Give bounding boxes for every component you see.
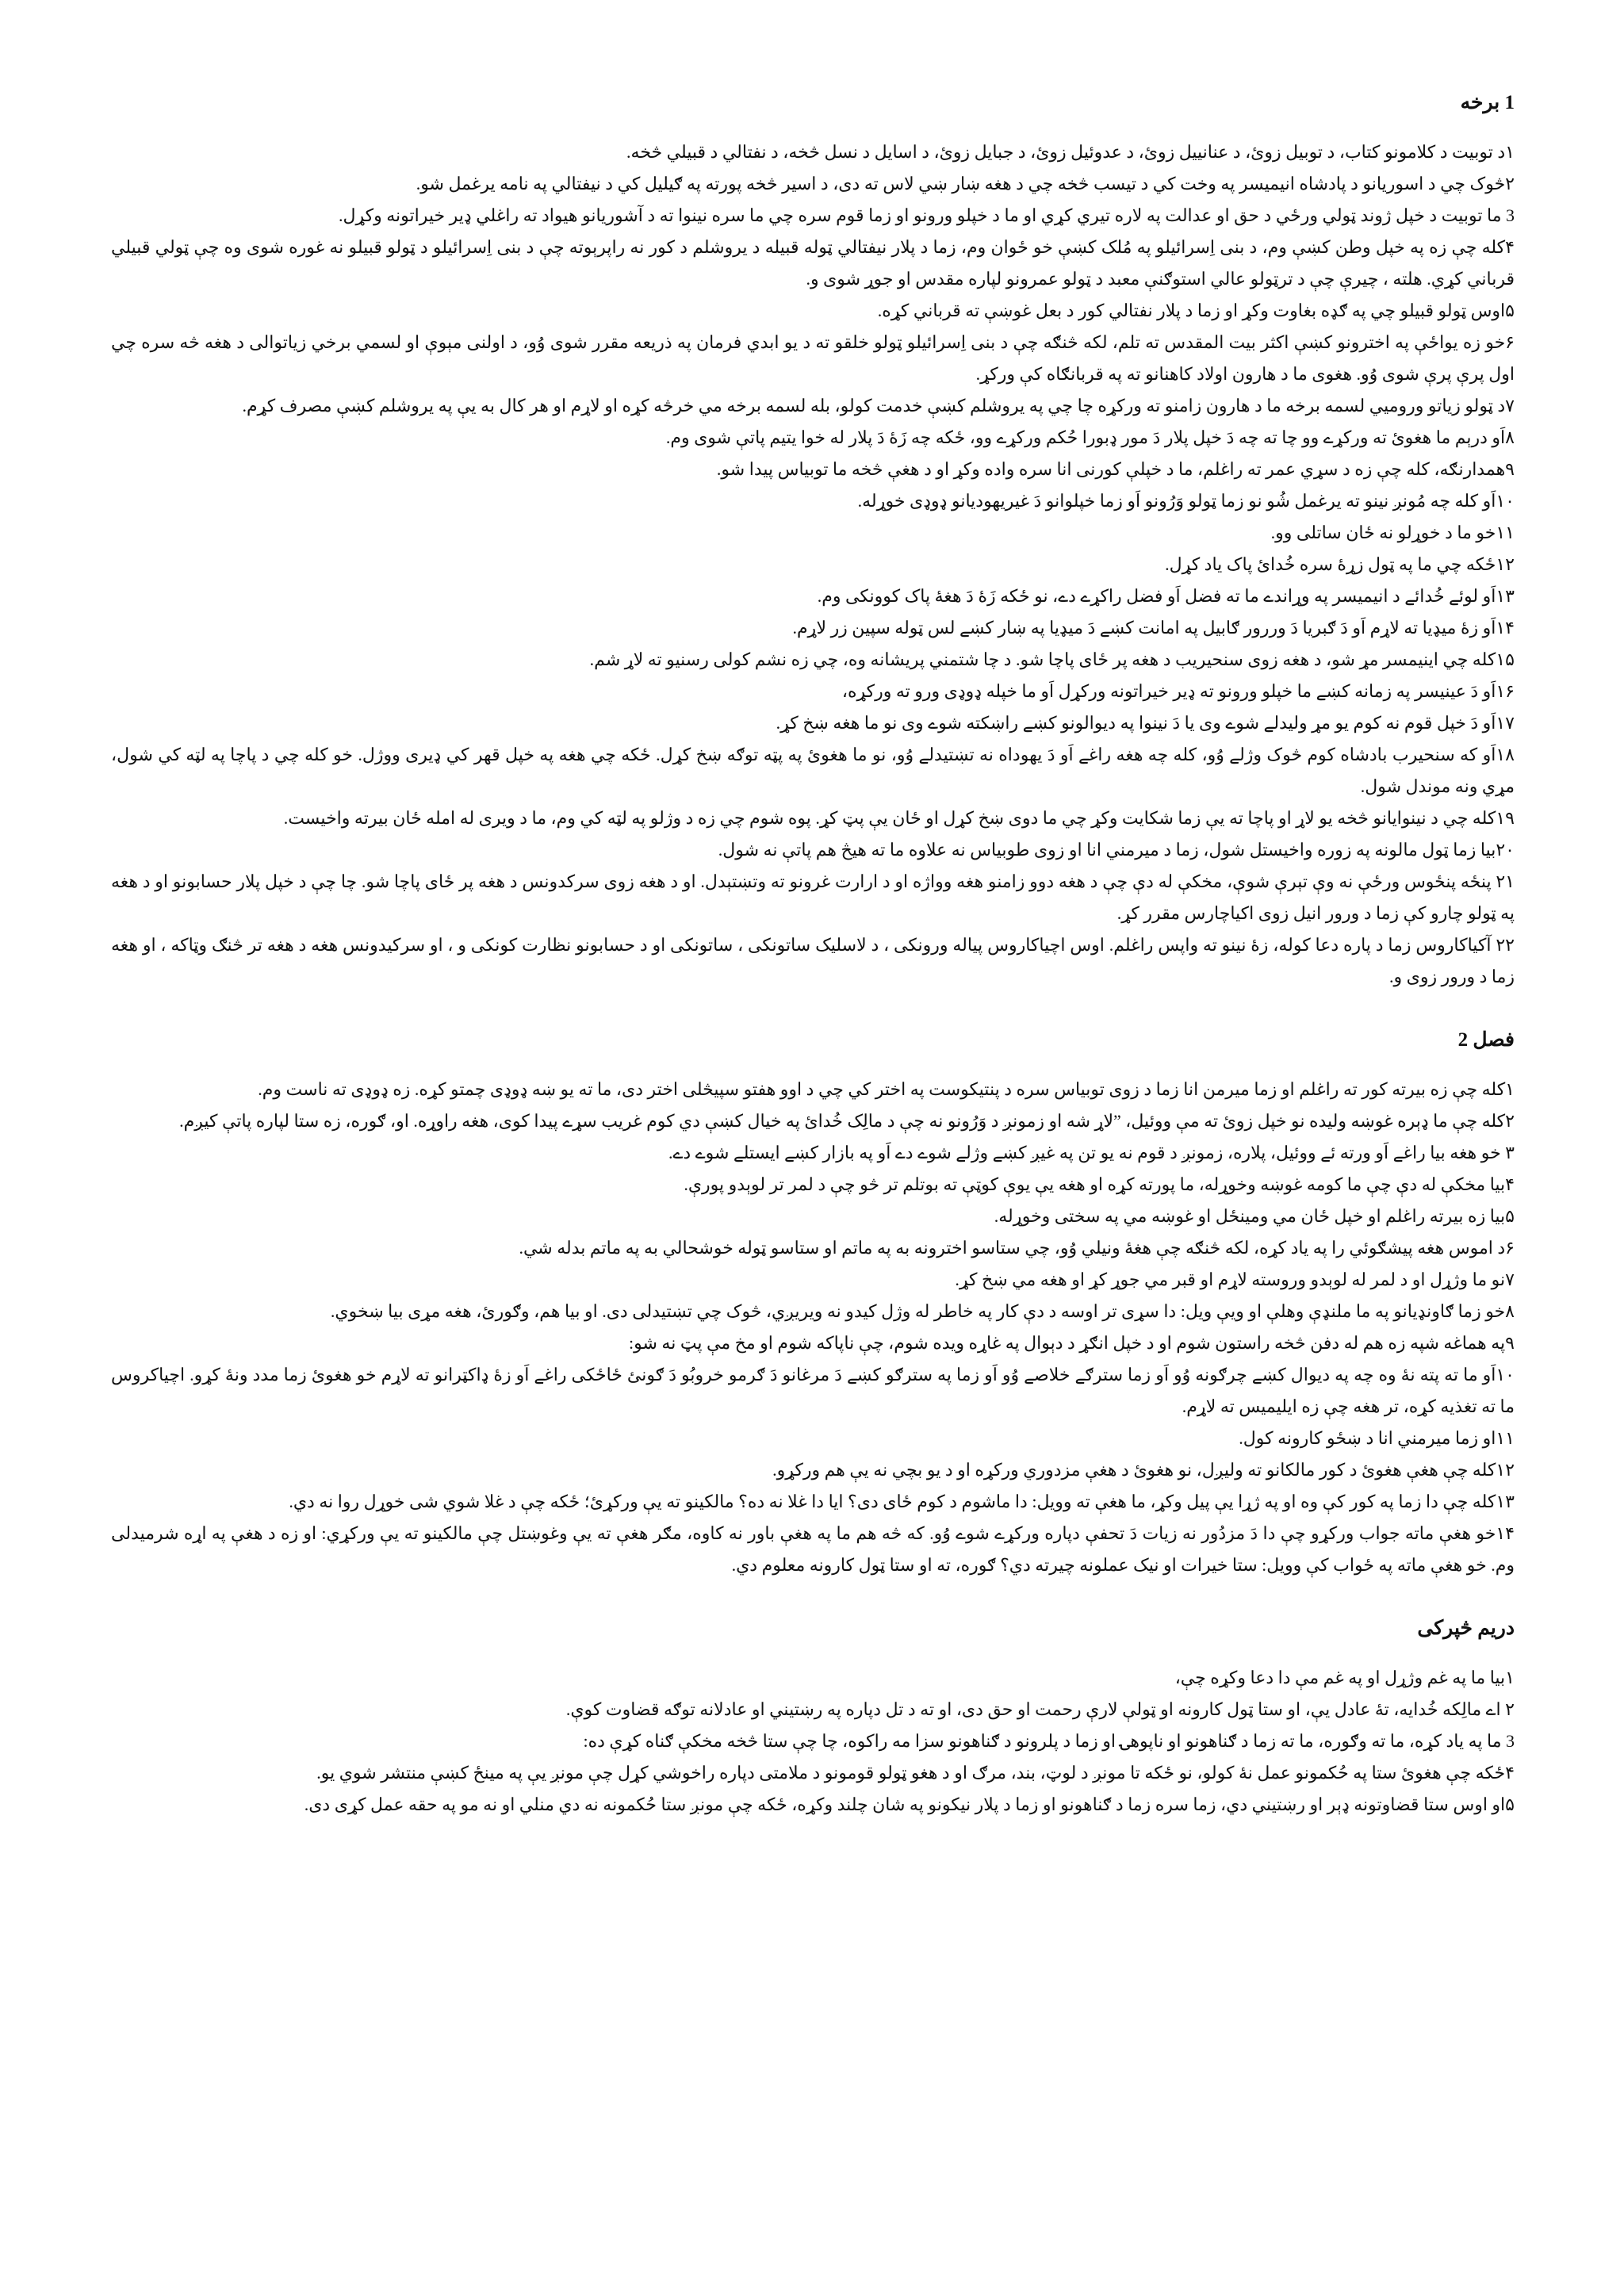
verse-1-3: 3 ما توبیت د خپل ژوند ټولي ورځي د حق او عدالت په لاره تیري کړي او ما د خپلو ورونو او زما قوم سره چي ما سره نینوا ته د آشوریانو هیواد ته راغلي ډیر خیراتونه وکړل. — [339, 205, 1515, 225]
verse-3-1: ۱بیا ما په غم وژړل او په غم مې دا دعا وکړه چې، — [1174, 1668, 1515, 1687]
verse-1-5: ۵اوس ټولو قبیلو چي په ګډه بغاوت وکړ او زما د پلار نفتالي کور د بعل غوښې ته قرباني کړه. — [877, 301, 1515, 320]
verse-1-2: ۲څوک چي د اسوریانو د پادشاه انیمیسر په وخت کي د تیسب څخه چي د هغه ښار ښي لاس ته دی، د اسیر څخه پورته په ګیلیل کي د نیفتالي په نامه یرغمل شو. — [416, 174, 1515, 193]
verse-1-16: ۱۶اَو دَ عینیسر په زمانه کښے ما خپلو ورونو ته ډیر خیراتونه ورکړل اَو ما خپله ډوډی ورو ته ورکړه، — [841, 681, 1515, 701]
section-spacer — [111, 993, 1515, 1024]
chapter-3-verses — [111, 1662, 1515, 1821]
verse-2-1: ۱کله چې زه بیرته کور ته راغلم او زما میرمن انا زما د زوی توبیاس سره د پنتیکوست په اختر کي چي د اوو هفتو سپیڅلی اختر دی، ما ته یو ښه ډوډی چمتو کړه. زه ډوډی ته ناست وم. — [258, 1079, 1515, 1099]
verse-2-4: ۴بیا مخکې له دې چې ما کومه غوښه وخوړله، ما پورته کړه او هغه یې یوې کوټې ته بوتلم تر څو چې د لمر تر لوېدو پورې. — [684, 1174, 1515, 1194]
chapter-1-verses — [111, 136, 1515, 993]
verse-2-8: ۸خو زما ګاونډیانو په ما ملنډې وهلې او ویې ویل: دا سړی تر اوسه د دې کار په خاطر له وژل کیدو نه ویریږي، څوک چي تښتیدلی دی. او بیا هم، وګورئ، هغه مړی بیا ښخوي. — [330, 1301, 1515, 1321]
verse-1-21: ۲۱ پنځه پنځوس ورځې نه وې تېرې شوې، مخکې له دې چې د هغه دوو زامنو هغه وواژه او د ارارت غرونو ته وتښتېدل. او د هغه زوی سرکدونس د هغه پر ځای پاچا شو. چا چې د خپل پلار حسابونو او د هغه په ټولو چارو کې زما د ورور انیل زوی اکیاچارس مقرر کړ. — [111, 871, 1515, 923]
verse-2-7: ۷نو ما وژړل او د لمر له لوېدو وروسته لاړم او قبر مي جوړ کړ او هغه مي ښخ کړ. — [955, 1270, 1515, 1289]
verse-1-19: ۱۹کله چي د نینوایانو څخه یو لاړ او پاچا ته یې زما شکایت وکړ چي ما دوی ښخ کړل او ځان یې پټ کړ. پوه شوم چي زه د وژلو په لټه کي وم، ما د ویری له امله ځان بیرته واخیست. — [283, 808, 1515, 828]
verse-2-14: ۱۴خو هغې ماته جواب ورکړو چې دا دَ مزدُور نه زیات دَ تحفې دپاره ورکړے شوے وُو. که څه هم ما په هغې باور نه کاوه، مګر هغې ته یې وغوښتل چې مالکینو ته یې ورکړي: او زه د هغې په اړه شرمیدلی وم. خو هغې ماته په ځواب کې وویل: ستا خیرات او نیک عملونه چیرته دي؟ ګوره، ته او ستا ټول کارونه معلوم دي. — [111, 1523, 1515, 1575]
chapter-1-heading: 1 برخه — [1460, 92, 1515, 113]
verse-1-7: ۷د ټولو زیاتو وروميي لسمه برخه ما د هارون زامنو ته ورکړه چا چي په یروشلم کښې خدمت کولو، بله لسمه برخه مي خرڅه کړه او لاړم او هر کال به یې په یروشلم کښې مصرف کړم. — [242, 396, 1515, 416]
section-spacer — [111, 1581, 1515, 1613]
verse-1-10: ۱۰اَو کله چه مُونږ نینو ته یرغمل شُو نو زما ټولو وَرُونو اَو زما خپلوانو دَ غیریهودیانو ډوډی خوړله. — [857, 491, 1515, 511]
verse-2-13: ۱۳کله چې دا زما په کور کې وه او په ژړا یې پیل وکړ، ما هغې ته وویل: دا ماشوم د کوم ځای دی؟ ایا دا غلا نه ده؟ مالکینو ته یې ورکړئ؛ ځکه چې د غلا شوي شی خوړل روا نه دي. — [289, 1492, 1515, 1511]
verse-2-12: ۱۲کله چې هغې هغوئ د کور مالکانو ته ولیږل، نو هغوئ د هغې مزدوري ورکړه او د یو بچي نه یې هم ورکړو. — [772, 1460, 1515, 1480]
verse-1-14: ۱۴اَو زهٔ میډیا ته لاړم اَو دَ ګبریا دَ وررور ګابیل په امانت کښے دَ میډیا په ښار کښے لس ټوله سپین زر لاړم. — [792, 618, 1515, 638]
verse-1-17: ۱۷اَو دَ خپل قوم نه کوم یو مړ ولیدلے شوے وی یا دَ نینوا په دیوالونو کښے راښکته شوے وی نو ما هغه ښخ کړ. — [776, 713, 1515, 733]
verse-1-22: ۲۲ آکیاکاروس زما د پاره دعا کوله، زهٔ نینو ته واپس راغلم. اوس اچیاکاروس پیاله ورونکی ، د لاسلیک ساتونکی ، ساتونکی او د حسابونو نظارت کونکی و ، او سرکیدونس هغه د هغه تر څنګ وټاکه ، او هغه زما د ورور زوی و. — [111, 935, 1515, 986]
document-page — [111, 87, 1515, 1821]
verse-3-5: ۵او اوس ستا قضاوتونه ډېر او رښتیني دي، زما سره زما د ګناهونو او زما د پلار نیکونو په شان چلند وکړه، ځکه چې مونږ ستا حُکمونه نه دي منلي او نه مو په حقه عمل کړی دی. — [304, 1794, 1515, 1814]
verse-1-4: ۴کله چې زه په خپل وطن کښې وم، د بنی اِسرائیلو په مُلک کښې خو ځوان وم، زما د پلار نیفتالي ټوله قبیله د یروشلم د کور نه راپرېوته چې د بنی اِسرائیلو د ټولو قبیلو نه غوره شوی وه چې ټولي قبیلي قرباني کړي. هلته ، چیرې چې د ترټولو عالي استوګنې معبد د ټولو عمرونو لپاره مقدس او جوړ شوی و. — [111, 237, 1515, 289]
verse-2-9: ۹په هماغه شپه زه هم له دفن څخه راستون شوم او د خپل انګړ د دېوال په غاړه ویده شوم، چې ناپاکه شوم او مخ مې پټ نه شو: — [629, 1333, 1515, 1353]
verse-1-13: ۱۳اَو لوئے خُدائے د انیمیسر په وړاندے ما ته فضل اَو فضل راکړے دے، نو ځکه زَهٔ دَ هغهٔ پاک کوونکی وم. — [817, 586, 1515, 606]
verse-1-18: ۱۸اَو که سنحیرب بادشاه کوم څوک وژلے وُو، کله چه هغه راغے اَو دَ یهوداه نه تښتیدلے وُو، نو ما هغوئ په پټه توګه ښخ کړل. ځکه چي هغه په خپل قهر کي ډیری ووژل. خو کله چي د پاچا په لټه کي شول، مړي ونه موندل شول. — [111, 745, 1515, 796]
chapter-3-heading: دریم څپرکی — [1417, 1618, 1515, 1639]
verse-1-8: ۸اَو درېم ما هغوئ ته ورکړے وو چا ته چه دَ خپل پلار دَ مور ډبورا حُکم ورکړے وو، ځکه چه زَهٔ دَ پلار له خوا یتیم پاتې شوی وم. — [665, 427, 1515, 447]
verse-2-10: ۱۰اَو ما ته پته نهٔ وه چه په دیوال کښے چرګونه وُو اَو زما سترګے خلاصے وُو اَو زما په سترګو کښے دَ مرغانو دَ ګرمو خروبُو دَ ګونئ ځاځکی راغے اَو زهٔ ډاکټرانو ته لاړم خو هغوئ زما مدد ونهٔ کړو. اچیاکروس ما ته تغذیه کړه، تر هغه چې زه ایلیمیس ته لاړم. — [111, 1365, 1515, 1416]
verse-1-9: ۹همدارنګه، کله چې زه د سړي عمر ته راغلم، ما د خپلې کورنی انا سره واده وکړ او د هغې څخه ما توبیاس پیدا شو. — [716, 459, 1515, 479]
verse-2-6: ۶د اموس هغه پیشګوئي را په یاد کړه، لکه څنګه چې هغهٔ ونیلي وُو، چي ستاسو اخترونه به په ماتم او ستاسو ټوله خوشحالي به په ماتم بدله شي. — [519, 1238, 1515, 1258]
chapter-2-verses — [111, 1074, 1515, 1581]
verse-1-15: ۱۵کله چي اینیمسر مړ شو، د هغه زوی سنحیریب د هغه پر ځای پاچا شو. د چا شتمني پریشانه وه، چي زه نشم کولی رسنیو ته لاړ شم. — [589, 649, 1515, 669]
verse-1-12: ۱۲ځکه چي ما په ټول زړهٔ سره خُدائ پاک یاد کړل. — [1165, 554, 1515, 574]
chapter-2-heading: فصل 2 — [1457, 1029, 1515, 1051]
verse-2-11: ۱۱او زما میرمني انا د ښځو کارونه کول. — [1239, 1428, 1515, 1448]
verse-2-3: ۳ خو هغه بیا راغے اَو ورته ئے ووئیل، پلاره، زمونږ د قوم نه یو تن په غیږ کښے وژلے شوے دے اَو په بازار کښے ایستلے شوے دے. — [668, 1143, 1515, 1162]
verse-1-11: ۱۱خو ما د خوړلو نه ځان ساتلی وو. — [1270, 523, 1515, 542]
verse-2-5: ۵بیا زه بیرته راغلم او خپل ځان مي ومینځل او غوښه مي په سختی وخوړله. — [994, 1206, 1515, 1226]
verse-2-2: ۲کله چې ما ډېره غوښه ولیده نو خپل زوئ ته مې ووئیل، ”لاړ شه او زمونږ د وَرُونو نه چې د مالِک خُدائ په خیال کښې دي کوم غریب سړے پیدا کوی، هغه راوړه. او، ګوره، زه ستا لپاره پاتې کیږم. — [179, 1111, 1515, 1131]
verse-1-20: ۲۰بیا زما ټول مالونه په زوره واخیستل شول، زما د میرمني انا او زوی طوبیاس نه علاوه ما ته هیڅ هم پاتې نه شول. — [718, 840, 1515, 860]
verse-1-6: ۶خو زه یواځې په اخترونو کښې اکثر بیت المقدس ته تلم، لکه څنګه چې د بنی اِسرائیلو ټولو خلقو ته د یو ابدي فرمان په ذریعه مقرر شوی وُو، د اولنی مېوې او لسمي برخي زیاتوالی د هغه څه سره چي اول پرې پرې شوی وُو. هغوی ما د هارون اولاد کاهنانو ته په قربانګاه کې ورکړ. — [111, 332, 1515, 384]
verse-3-2: ۲ اے مالِکه خُدایه، تهٔ عادل یې، او ستا ټول کارونه او ټولې لارې رحمت او حق دی، او ته د تل دپاره په رښتیني او عادلانه توګه قضاوت کوې. — [565, 1699, 1515, 1719]
verse-3-4: ۴ځکه چې هغوئ ستا په حُکمونو عمل نهٔ کولو، نو ځکه تا مونږ د لوټ، بند، مرګ او د هغو ټولو قومونو د ملامتی دپاره راخوشي کړل چې مونږ یې په مینځ کښې منتشر شوي یو. — [316, 1763, 1515, 1783]
verse-1-1: ۱د توبیت د کلامونو کتاب، د توبیل زوئ، د عنانییل زوئ، د عدوئیل زوئ، د جبایل زوئ، د اسایل د نسل څخه، د نفتالي د قبیلي څخه. — [626, 142, 1515, 162]
verse-3-3: 3 ما په یاد کړه، ما ته وګوره، ما ته زما د ګناهونو او ناپوهۍ او زما د پلرونو د ګناهونو سزا مه راکوه، چا چې ستا څخه مخکې ګناه کړې ده: — [583, 1731, 1515, 1751]
